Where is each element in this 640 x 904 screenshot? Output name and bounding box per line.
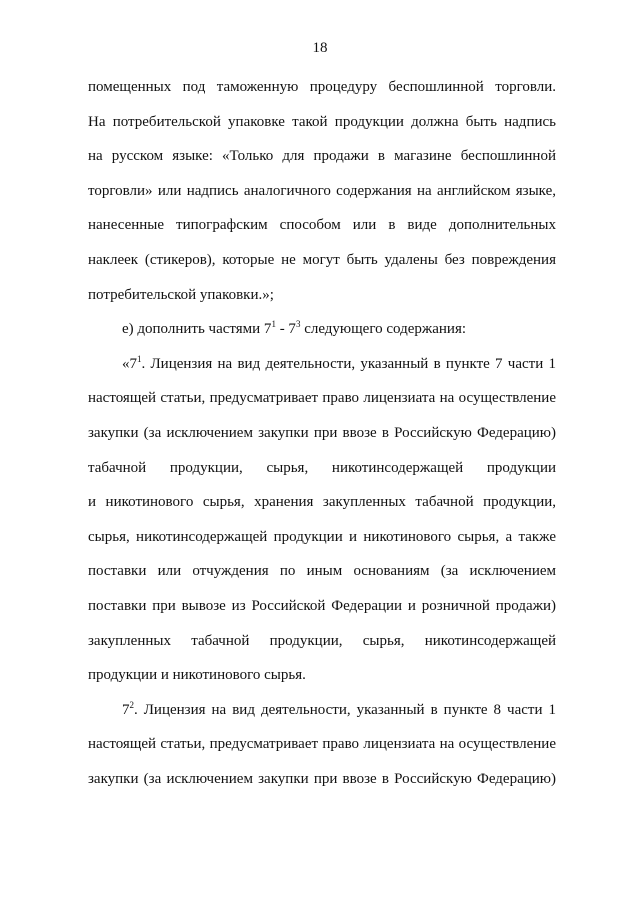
line-segment: . Лицензия на вид деятельности, указанный в пункте 8 части 1 <box>134 701 556 718</box>
text-line: На потребительской упаковке такой продукции должна быть надпись <box>88 113 556 130</box>
text-line: продукции и никотинового сырья. <box>88 667 306 684</box>
superscript: 3 <box>295 319 301 330</box>
line-segment: следующего содержания: <box>300 321 467 338</box>
superscript: 1 <box>271 319 276 330</box>
text-line: помещенных под таможенную процедуру беспошлинной торговли. <box>88 79 556 95</box>
paragraph-start-line <box>88 347 556 382</box>
text-line: нанесенные типографским способом или в виде дополнительных <box>88 217 556 234</box>
text-line: сырья, никотинсодержащей продукции и никотинового сырья, а также <box>88 528 556 545</box>
text-line: на русском языке: «Только для продажи в магазине беспошлинной <box>88 148 556 165</box>
text-line: табачной продукции, сырья, никотинсодержащей продукции <box>88 459 556 476</box>
line-segment: 7 <box>122 701 130 718</box>
text-line: наклеек (стикеров), которые не могут быть удалены без повреждения <box>88 251 556 268</box>
text-line: и никотинового сырья, хранения закупленных табачной продукции, <box>88 494 556 511</box>
line-segment: «7 <box>122 355 137 372</box>
line-segment: е) дополнить частями 7 <box>122 321 272 338</box>
text-line: закупки (за исключением закупки при ввозе в Российскую Федерацию) <box>88 770 556 787</box>
page-number: 18 <box>312 40 328 56</box>
text-line: настоящей статьи, предусматривает право лицензиата на осуществление <box>88 736 556 753</box>
text-line: закупки (за исключением закупки при ввозе в Российскую Федерацию) <box>88 424 556 441</box>
text-line: настоящей статьи, предусматривает право лицензиата на осуществление <box>88 390 556 407</box>
text-line: закупленных табачной продукции, сырья, никотинсодержащей <box>88 632 556 649</box>
line-segment: - 7 <box>275 321 296 338</box>
text-line: торговли» или надпись аналогичного содержания на английском языке, <box>88 182 556 199</box>
text-line: поставки при вывозе из Российской Федерации и розничной продажи) <box>88 597 556 614</box>
text-line: поставки или отчуждения по иным основаниям (за исключением <box>88 563 556 580</box>
paragraph-start-line <box>88 693 556 728</box>
superscript: 1 <box>137 353 142 364</box>
paragraph-start-line <box>88 312 556 347</box>
text-line: потребительской упаковки.»; <box>88 286 274 303</box>
document-body <box>88 70 556 796</box>
superscript: 2 <box>129 699 134 710</box>
line-segment: . Лицензия на вид деятельности, указанный в пункте 7 части 1 <box>141 355 556 372</box>
